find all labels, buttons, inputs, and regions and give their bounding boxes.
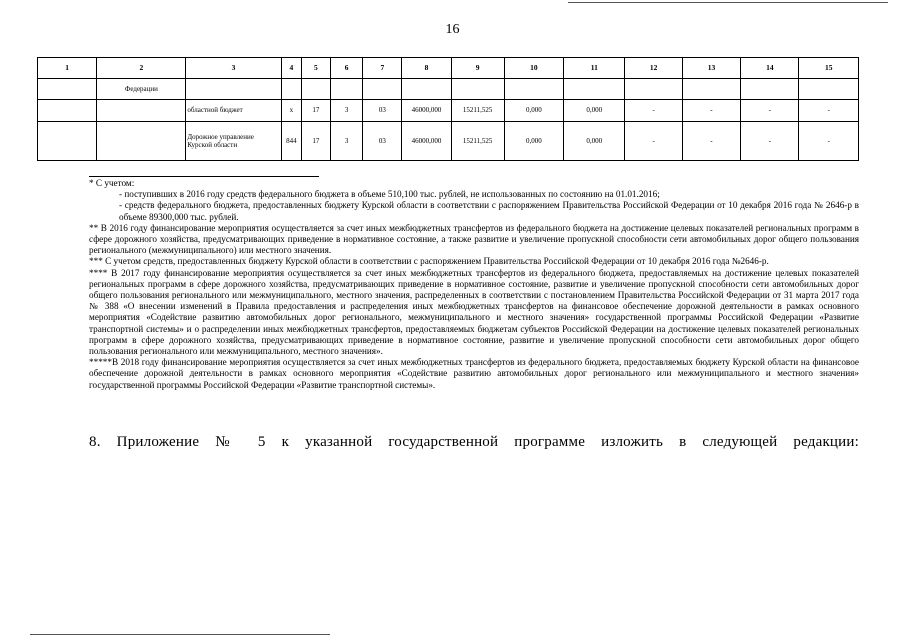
page-number: 16 (445, 22, 460, 37)
table-cell: 0,000 (564, 100, 625, 122)
table-cell (402, 79, 451, 100)
table-cell: Дорожное управление Курской области (186, 122, 281, 161)
table-cell: 3 (330, 100, 363, 122)
header-cell: 13 (682, 58, 740, 79)
table-cell: 03 (363, 122, 402, 161)
header-cell: 5 (302, 58, 331, 79)
table-cell: - (625, 122, 682, 161)
footnote-1-item-a: - поступивших в 2016 году средств федерального бюджета в объеме 510,100 тыс. рублей, не использованных по состоянию на 01.01.2016; (119, 189, 660, 200)
section-8-heading: 8. Приложение № 5 к указанной государственной программе изложить в следующей редакции: (89, 434, 859, 450)
header-cell: 4 (281, 58, 301, 79)
table-cell (38, 122, 97, 161)
table-cell: Федерации (97, 79, 186, 100)
table-cell: 3 (330, 122, 363, 161)
footnote-5: *****В 2018 году финансирование мероприятия осуществляется за счет иных межбюджетных трансфертов из федерального бюджета, предоставляемых бюджету Курской области на финансовое обеспечение дорожной деятельности в рамках основного мероприятия «Содействие развитию автомобильных дорог регионального или межмуниципального и местного значения» государственной программы Российской Федерации «Развитие транспортной системы». (89, 357, 859, 390)
header-cell: 1 (38, 58, 97, 79)
header-cell: 8 (402, 58, 451, 79)
table-cell: - (682, 122, 740, 161)
table-cell (97, 122, 186, 161)
table-cell: - (625, 100, 682, 122)
table-cell (281, 79, 301, 100)
header-cell: 15 (799, 58, 859, 79)
table-cell (302, 79, 331, 100)
table-cell: - (799, 100, 859, 122)
table-cell (330, 79, 363, 100)
table-cell: 17 (302, 100, 331, 122)
table-cell: 03 (363, 100, 402, 122)
table-cell: - (682, 100, 740, 122)
table-cell: х (281, 100, 301, 122)
table-cell: - (741, 100, 799, 122)
top-rule (568, 2, 888, 3)
footnote-3: *** С учетом средств, предоставленных бюджету Курской области в соответствии с распоряжением Правительства Российской Федерации от 10 декабря 2016 года №2646-р. (89, 256, 769, 267)
table-cell: 15211,525 (451, 100, 504, 122)
table-cell (186, 79, 281, 100)
table-cell (682, 79, 740, 100)
table-header-row (38, 58, 859, 79)
header-cell: 10 (504, 58, 563, 79)
footnote-1-title: * С учетом: (89, 178, 135, 188)
table-cell (38, 79, 97, 100)
header-cell: 12 (625, 58, 682, 79)
table-cell: 0,000 (504, 100, 563, 122)
header-cell: 6 (330, 58, 363, 79)
header-cell: 9 (451, 58, 504, 79)
header-cell: 7 (363, 58, 402, 79)
header-cell: 3 (186, 58, 281, 79)
footnote-4: **** В 2017 году финансирование мероприятия осуществляется за счет иных межбюджетных трансфертов из федерального бюджета, предоставляемых на достижение целевых показателей региональных программ в сфере дорожного хозяйства, предусматривающих приведение в нормативное состояние, развитие и увеличение пропускной способности сети автомобильных дорог общего пользования регионального или межмуниципального, местного значения, распределенных в соответствии с постановлением Правительства Российской Федерации от 31 марта 2017 года № 388 «О внесении изменений в Правила предоставления и распределения иных межбюджетных трансфертов на финансовое обеспечение дорожной деятельности в рамках основного мероприятия «Содействие развитию автомобильных дорог регионального, межмуниципального и местного значения» государственной программы Российской Федерации «Развитие транспортной системы» и о распределении иных межбюджетных трансфертов, предоставляемых бюджетам субъектов Российской Федерации на достижение целевых показателей региональных программ в сфере дорожного хозяйства, предусматривающих приведение в нормативное состояние, развитие и увеличение пропускной способности сети автомобильных дорог общего пользования регионального или межмуниципального, местного значения». (89, 267, 859, 357)
table-cell (741, 79, 799, 100)
table-row (38, 79, 859, 100)
table-cell (97, 100, 186, 122)
table-cell: - (741, 122, 799, 161)
table-cell (504, 79, 563, 100)
table-row (38, 122, 859, 161)
table-cell: 46000,000 (402, 122, 451, 161)
table-cell: 844 (281, 122, 301, 161)
budget-table (37, 57, 859, 161)
header-cell: 14 (741, 58, 799, 79)
bottom-rule (30, 634, 330, 635)
footnote-1-item-b: - средств федерального бюджета, предоставленных бюджету Курской области в соответствии с распоряжением Правительства Российской Федерации от 10 декабря 2016 года № 2646-р в объеме 89300,000 тыс. рублей. (119, 200, 859, 222)
table-cell: 15211,525 (451, 122, 504, 161)
footnotes (89, 176, 859, 391)
table-cell: 46000,000 (402, 100, 451, 122)
table-cell (625, 79, 682, 100)
footnote-2: ** В 2016 году финансирование мероприятия осуществляется за счет иных межбюджетных трансфертов из федерального бюджета на достижение целевых показателей региональных программ в сфере дорожного хозяйства, предусматривающих приведение в нормативное состояние, а также развитие и увеличение пропускной способности сети автомобильных дорог общего пользования регионального (межмуниципального) или местного значения. (89, 222, 859, 256)
footnote-divider (89, 176, 319, 177)
table-cell (564, 79, 625, 100)
table-cell (799, 79, 859, 100)
table-cell: 17 (302, 122, 331, 161)
table-cell: 0,000 (504, 122, 563, 161)
table-row (38, 100, 859, 122)
header-cell: 11 (564, 58, 625, 79)
table-cell: - (799, 122, 859, 161)
table-cell: 0,000 (564, 122, 625, 161)
table-cell (451, 79, 504, 100)
table-cell (363, 79, 402, 100)
table-cell: областной бюджет (186, 100, 281, 122)
header-cell: 2 (97, 58, 186, 79)
table-cell (38, 100, 97, 122)
